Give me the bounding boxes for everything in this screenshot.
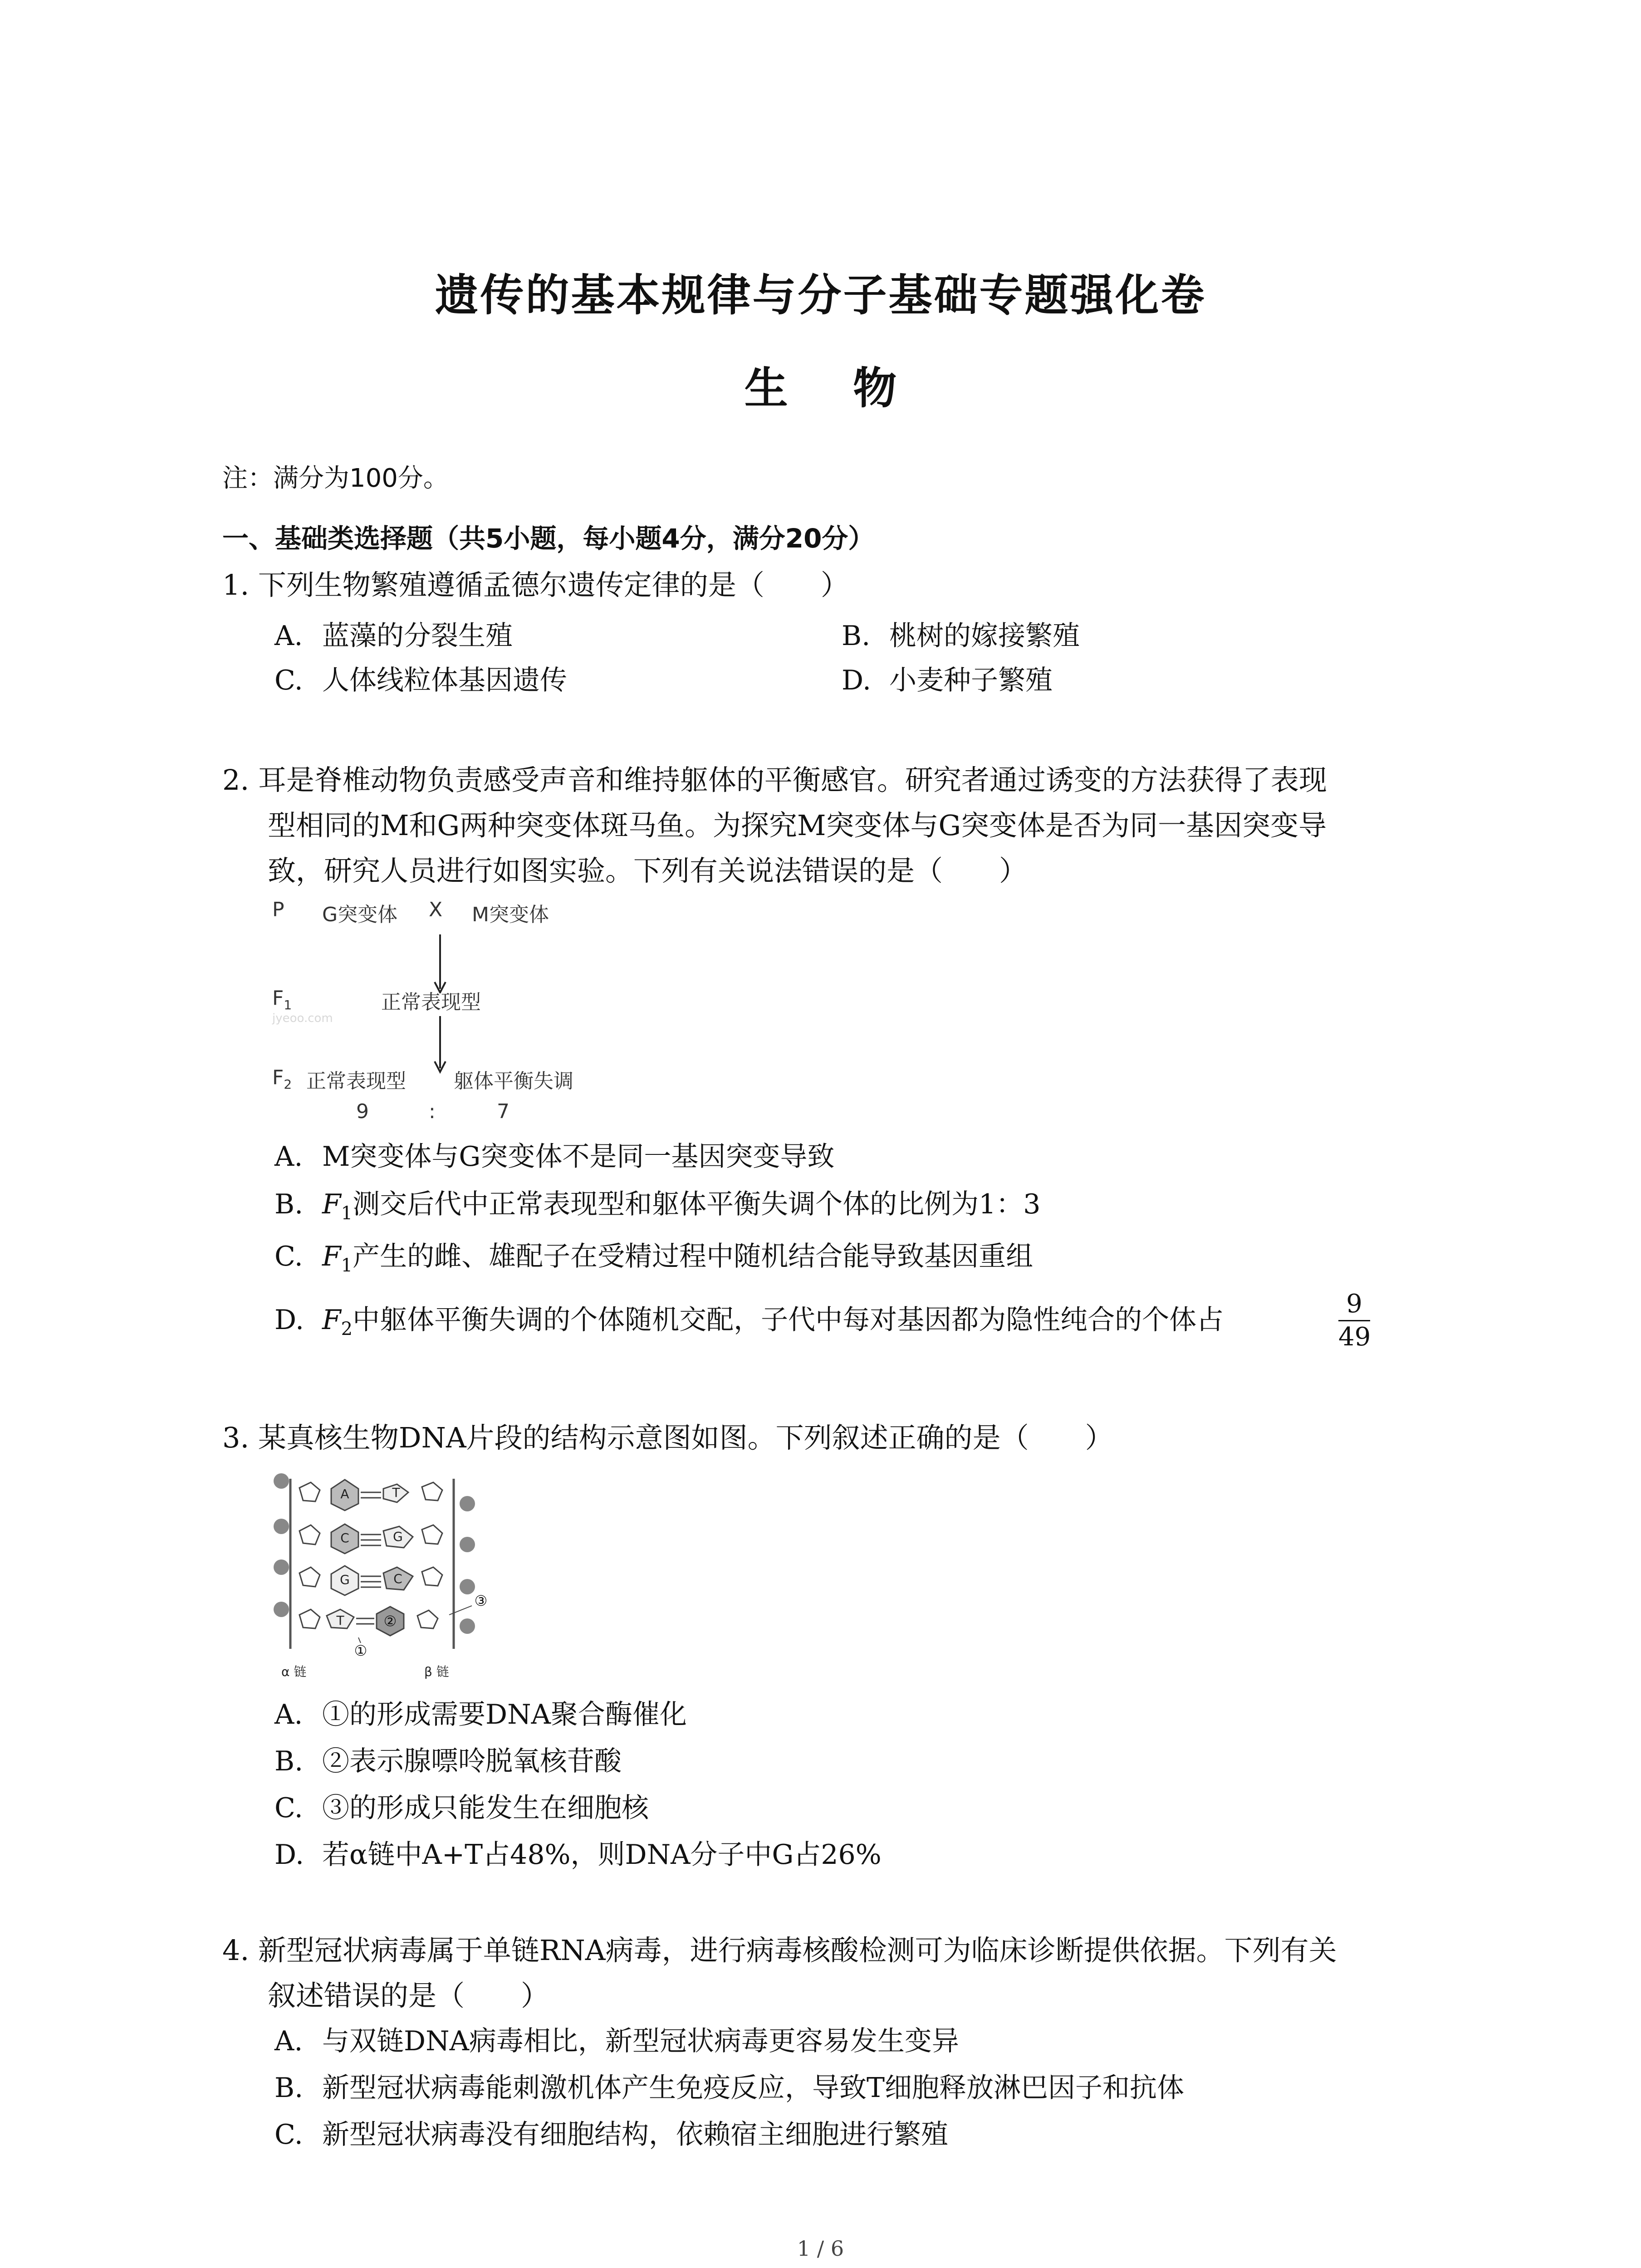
marker-1: ① <box>354 1642 367 1659</box>
q1-option-a: A. 蓝藻的分裂生殖 <box>274 620 513 652</box>
page-title: 遗传的基本规律与分子基础专题强化卷 <box>435 270 1206 321</box>
beta-strand-label: β 链 <box>424 1664 449 1679</box>
fraction-numerator: 9 <box>1346 1289 1362 1319</box>
question-2-stem-line-1: 2. 耳是脊椎动物负责感受声音和维持躯体的平衡感官。研究者通过诱变的方法获得了表现 <box>222 763 1327 797</box>
m-mutant-label: M突变体 <box>472 903 549 926</box>
down-arrow-icon <box>431 934 449 993</box>
q3-option-b: B. ②表示腺嘌呤脱氧核苷酸 <box>274 1745 622 1777</box>
dna-row-3 <box>274 1559 475 1595</box>
p-generation-label: P <box>272 898 284 921</box>
question-1-stem: 1. 下列生物繁殖遵循孟德尔遗传定律的是（ ） <box>222 568 849 601</box>
marker-2: ② <box>383 1613 397 1630</box>
base-label: T <box>392 1485 400 1500</box>
f1-generation-label: $F_1$ <box>272 987 292 1012</box>
q2-option-c: C. $F_1$产生的雌、雄配子在受精过程中随机结合能导致基因重组 <box>274 1241 1034 1276</box>
fraction-denominator: 49 <box>1338 1320 1370 1353</box>
alpha-strand-label: α 链 <box>281 1664 307 1679</box>
q4-option-a: A. 与双链DNA病毒相比，新型冠状病毒更容易发生变异 <box>274 2025 959 2057</box>
cross-diagram <box>268 896 631 1132</box>
question-3-stem: 3. 某真核生物DNA片段的结构示意图如图。下列叙述正确的是（ ） <box>222 1421 1113 1454</box>
dna-structure-diagram <box>268 1470 504 1687</box>
q4-option-b: B. 新型冠状病毒能刺激机体产生免疫反应，导致T细胞释放淋巴因子和抗体 <box>274 2072 1185 2104</box>
q3-option-d: D. 若α链中A+T占48%，则DNA分子中G占26% <box>274 1839 882 1871</box>
base-label: G <box>340 1572 350 1587</box>
base-label: A <box>340 1486 349 1501</box>
down-arrow-icon <box>431 1016 449 1075</box>
base-label: C <box>393 1571 402 1586</box>
q2-option-b: B. $F_1$测交后代中正常表现型和躯体平衡失调个体的比例为1：3 <box>274 1188 1041 1224</box>
page-number: 1 / 6 <box>797 2236 844 2261</box>
f2-normal-label: 正常表现型 <box>306 1070 406 1093</box>
question-4-stem-line-1: 4. 新型冠状病毒属于单链RNA病毒，进行病毒核酸检测可为临床诊断提供依据。下列有关 <box>222 1934 1337 1967</box>
dna-row-2 <box>274 1519 475 1554</box>
f2-generation-label: $F_2$ <box>272 1066 292 1092</box>
fraction-9-49 <box>1338 1288 1370 1353</box>
ratio-value-b: 7 <box>497 1100 509 1123</box>
q2-option-d: D. $F_2$中躯体平衡失调的个体随机交配，子代中每对基因都为隐性纯合的个体占 <box>274 1304 1224 1339</box>
q3-option-c: C. ③的形成只能发生在细胞核 <box>274 1792 649 1824</box>
q3-option-a: A. ①的形成需要DNA聚合酶催化 <box>274 1699 687 1730</box>
f2-abnormal-label: 躯体平衡失调 <box>454 1070 573 1093</box>
question-4-stem-line-2: 叙述错误的是（ ） <box>268 1979 549 2012</box>
ratio-colon: : <box>429 1100 436 1123</box>
dna-row-1 <box>274 1473 475 1511</box>
score-note: 注：满分为100分。 <box>222 464 449 493</box>
question-2-stem-line-2: 型相同的M和G两种突变体斑马鱼。为探究M突变体与G突变体是否为同一基因突变导 <box>268 809 1327 842</box>
dna-row-4 <box>274 1602 475 1636</box>
base-label: C <box>340 1530 349 1545</box>
g-mutant-label: G突变体 <box>322 903 398 926</box>
section-heading: 一、基础类选择题（共5小题，每小题4分，满分20分） <box>222 523 875 554</box>
subject-title: 生 物 <box>744 363 897 414</box>
q1-option-c: C. 人体线粒体基因遗传 <box>274 665 567 696</box>
q1-option-b: B. 桃树的嫁接繁殖 <box>842 620 1080 652</box>
question-2-stem-line-3: 致，研究人员进行如图实验。下列有关说法错误的是（ ） <box>268 854 1028 887</box>
q4-option-c: C. 新型冠状病毒没有细胞结构，依赖宿主细胞进行繁殖 <box>274 2119 948 2151</box>
ratio-value-a: 9 <box>356 1100 369 1123</box>
q1-option-d: D. 小麦种子繁殖 <box>842 665 1053 696</box>
base-label: G <box>393 1529 403 1544</box>
marker-3: ③ <box>474 1592 488 1609</box>
base-label: T <box>336 1613 344 1628</box>
f1-phenotype-label: 正常表现型 <box>381 991 481 1014</box>
cross-symbol: X <box>429 898 443 921</box>
watermark: jyeoo.com <box>272 1012 333 1025</box>
q2-option-a: A. M突变体与G突变体不是同一基因突变导致 <box>274 1141 835 1173</box>
